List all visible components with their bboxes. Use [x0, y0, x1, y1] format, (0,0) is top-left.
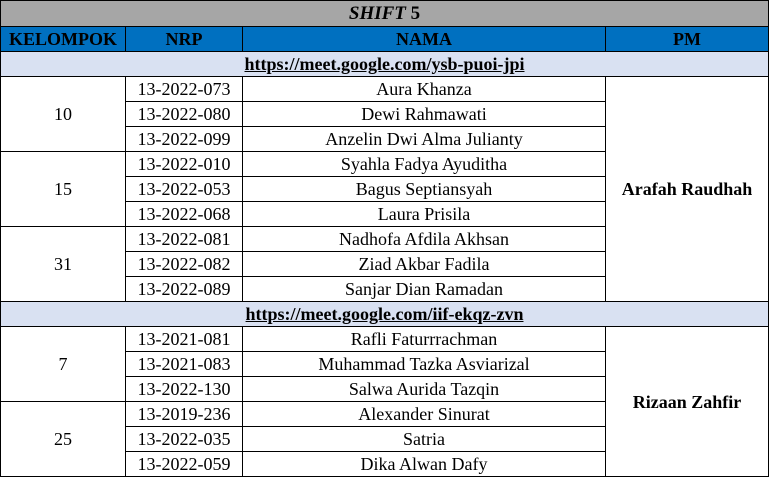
shift-title-prefix: SHIFT — [348, 3, 406, 24]
nrp-cell: 13-2022-082 — [126, 252, 243, 277]
nrp-cell: 13-2021-081 — [126, 327, 243, 352]
nrp-cell: 13-2022-059 — [126, 452, 243, 477]
nama-cell: Sanjar Dian Ramadan — [243, 277, 606, 302]
nama-cell: Bagus Septiansyah — [243, 177, 606, 202]
nama-cell: Dika Alwan Dafy — [243, 452, 606, 477]
header-pm: PM — [606, 27, 769, 52]
meet-link[interactable]: https://meet.google.com/ysb-puoi-jpi — [1, 52, 769, 77]
table-row — [1, 77, 769, 102]
nama-cell: Satria — [243, 427, 606, 452]
header-row — [1, 27, 769, 52]
table-row — [1, 327, 769, 352]
nama-cell: Aura Khanza — [243, 77, 606, 102]
nrp-cell: 13-2022-010 — [126, 152, 243, 177]
nama-cell: Alexander Sinurat — [243, 402, 606, 427]
kelompok-cell: 31 — [1, 227, 126, 302]
header-kelompok: KELOMPOK — [1, 27, 126, 52]
nama-cell: Rafli Faturrrachman — [243, 327, 606, 352]
nrp-cell: 13-2022-035 — [126, 427, 243, 452]
pm-cell: Rizaan Zahfir — [606, 327, 769, 477]
pm-cell: Arafah Raudhah — [606, 77, 769, 302]
kelompok-cell: 10 — [1, 77, 126, 152]
meet-link-row — [1, 52, 769, 77]
nrp-cell: 13-2022-080 — [126, 102, 243, 127]
nama-cell: Nadhofa Afdila Akhsan — [243, 227, 606, 252]
nrp-cell: 13-2022-089 — [126, 277, 243, 302]
header-nrp: NRP — [126, 27, 243, 52]
nama-cell: Anzelin Dwi Alma Julianty — [243, 127, 606, 152]
nama-cell: Muhammad Tazka Asviarizal — [243, 352, 606, 377]
nama-cell: Ziad Akbar Fadila — [243, 252, 606, 277]
nama-cell: Syahla Fadya Ayuditha — [243, 152, 606, 177]
title-row — [1, 1, 769, 27]
nrp-cell: 13-2022-053 — [126, 177, 243, 202]
nrp-cell: 13-2019-236 — [126, 402, 243, 427]
nrp-cell: 13-2021-083 — [126, 352, 243, 377]
nama-cell: Laura Prisila — [243, 202, 606, 227]
kelompok-cell: 7 — [1, 327, 126, 402]
nama-cell: Dewi Rahmawati — [243, 102, 606, 127]
sections-body — [1, 52, 769, 477]
kelompok-cell: 25 — [1, 402, 126, 477]
nrp-cell: 13-2022-130 — [126, 377, 243, 402]
kelompok-cell: 15 — [1, 152, 126, 227]
nrp-cell: 13-2022-081 — [126, 227, 243, 252]
meet-link[interactable]: https://meet.google.com/iif-ekqz-zvn — [1, 302, 769, 327]
nrp-cell: 13-2022-099 — [126, 127, 243, 152]
nrp-cell: 13-2022-068 — [126, 202, 243, 227]
shift-title-number: 5 — [410, 3, 421, 24]
meet-link-row — [1, 302, 769, 327]
nama-cell: Salwa Aurida Tazqin — [243, 377, 606, 402]
header-nama: NAMA — [243, 27, 606, 52]
shift-title — [1, 1, 769, 27]
nrp-cell: 13-2022-073 — [126, 77, 243, 102]
